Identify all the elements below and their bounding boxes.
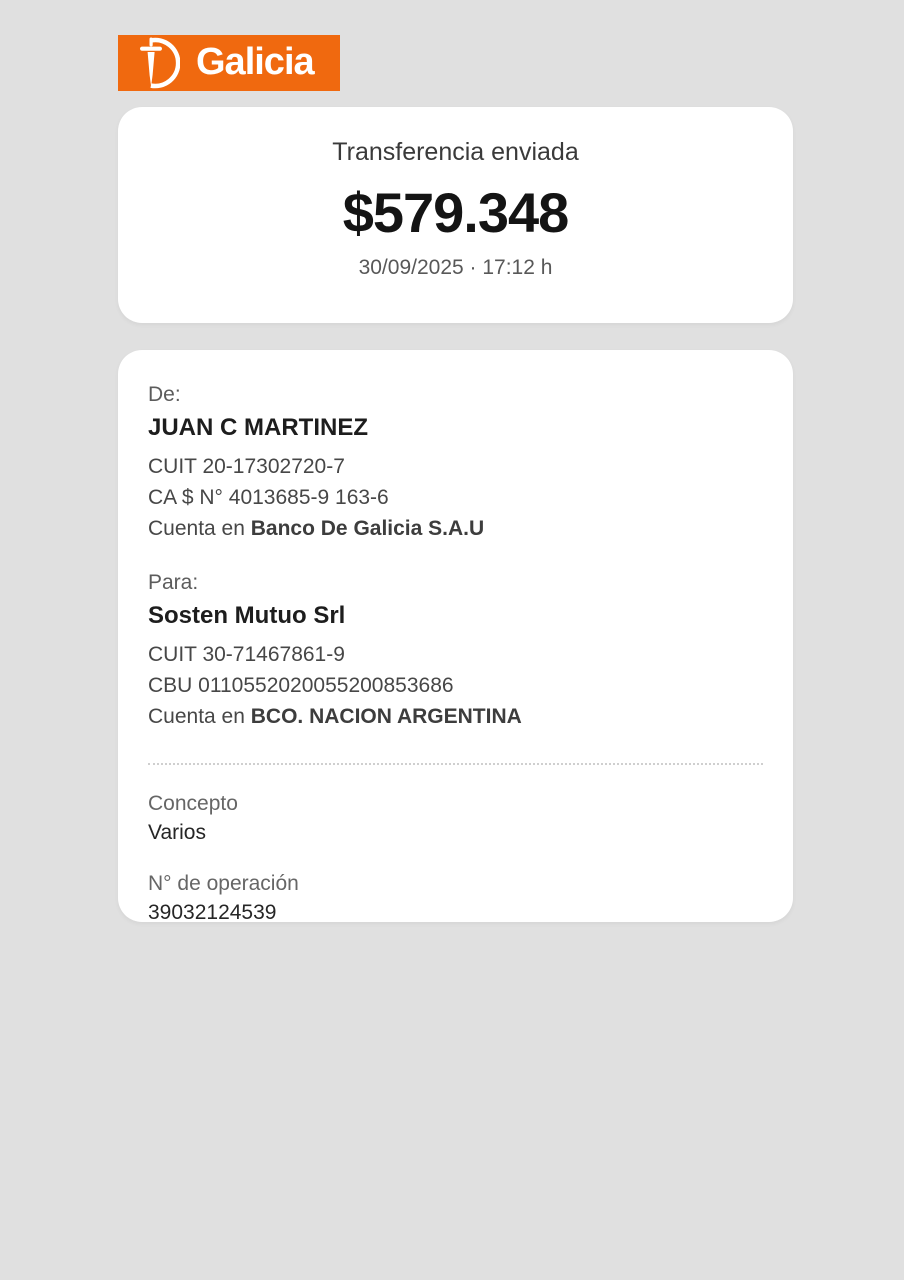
sender-cuit: CUIT 20-17302720-7 <box>148 455 345 478</box>
galicia-logo <box>118 35 340 91</box>
operation-number-value: 39032124539 <box>148 901 277 924</box>
recipient-cbu: CBU 0110552020055200853686 <box>148 674 454 697</box>
transfer-status-title: Transferencia enviada <box>332 138 579 166</box>
operation-number-label: N° de operación <box>148 872 299 895</box>
recipient-section <box>148 571 763 732</box>
transfer-summary-card <box>118 107 793 323</box>
recipient-bank-line <box>148 701 763 732</box>
recipient-cuit: CUIT 30-71467861-9 <box>148 643 345 666</box>
concept-field <box>148 792 763 845</box>
sender-bank-name: Banco De Galicia S.A.U <box>250 517 485 540</box>
sender-account-number: CA $ N° 4013685-9 163-6 <box>148 486 389 509</box>
recipient-account-in-label: Cuenta en <box>148 705 251 728</box>
galicia-sword-crescent-icon <box>128 37 180 89</box>
sender-section <box>148 383 763 544</box>
recipient-label: Para: <box>148 571 199 594</box>
transfer-amount: $579.348 <box>342 181 569 244</box>
section-divider <box>148 763 763 765</box>
recipient-name: Sosten Mutuo Srl <box>148 602 346 629</box>
transfer-details-card <box>118 350 793 922</box>
sender-account-in-label: Cuenta en <box>148 517 251 540</box>
recipient-bank-name: BCO. NACION ARGENTINA <box>250 705 522 728</box>
brand-name: Galicia <box>196 40 314 83</box>
sender-bank-line <box>148 513 763 544</box>
transfer-datetime: 30/09/2025 · 17:12 h <box>358 256 553 279</box>
concept-label: Concepto <box>148 792 238 815</box>
sender-label: De: <box>148 383 181 406</box>
concept-value: Varios <box>148 821 206 844</box>
sender-name: JUAN C MARTINEZ <box>148 414 368 441</box>
operation-number-field <box>148 872 763 925</box>
